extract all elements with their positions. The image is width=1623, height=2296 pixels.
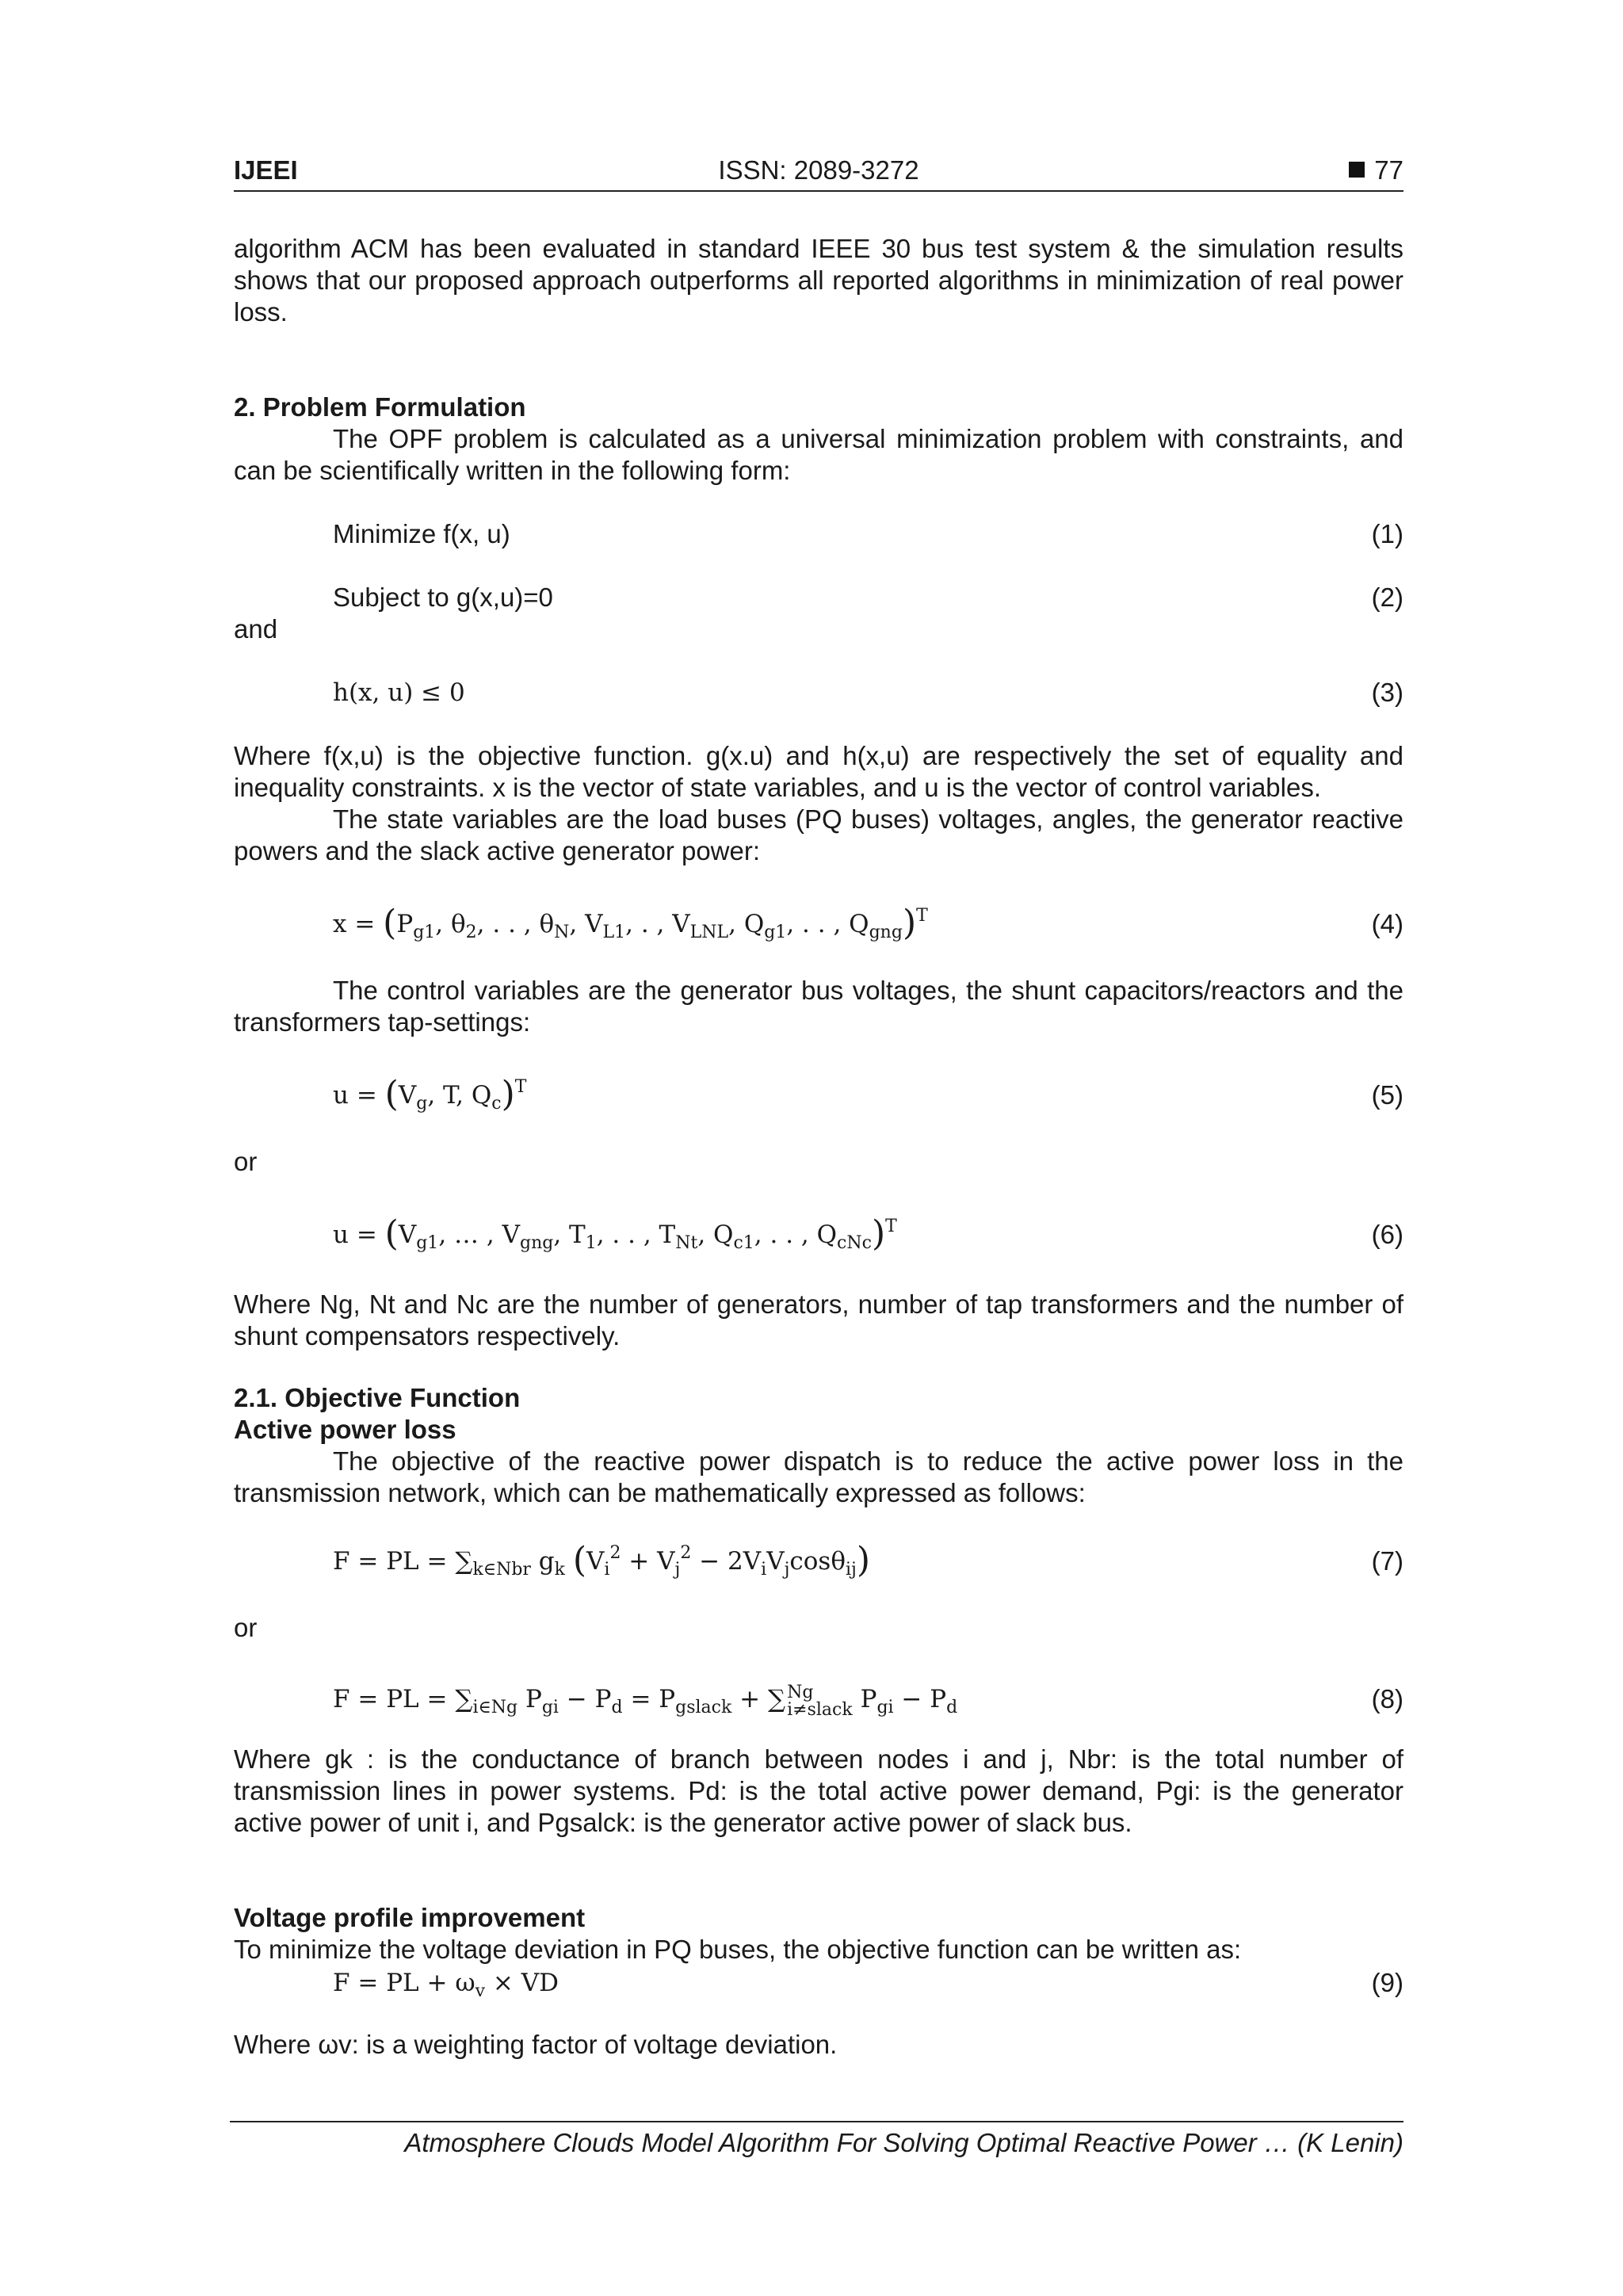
subsection-subtitle: Voltage profile improvement [234,1903,586,1932]
section21-paragraph-2: Where gk : is the conductance of branch between nodes i and j, Nbr: is the total number of transmission lines in power systems. Pd: is the total active power demand, Pgi: is the generator active power of unit i, and Pgsalck: is the generator active power of slack bus. [234,1744,1403,1837]
issn: ISSN: 2089-3272 [718,155,919,185]
voltage-paragraph-2: Where ωv: is a weighting factor of voltage deviation. [234,2030,838,2059]
journal-name: IJEEI [234,155,298,185]
equation-4: $x = (P_{g1}$, $\theta_2$, . . , $\theta_N$, $V_{L1}$, . , $V_{LNL}$, $Q_{g1}$, . . , $Q_{gng})^T$ [333,903,928,943]
and-text: and [234,614,278,644]
section-title: 2. Problem Formulation [234,392,526,422]
section2-paragraph-2: Where f(x,u) is the objective function. g(x.u) and h(x,u) are respectively the set of equality and inequality constraints. x is the vector of state variables, and u is the vector of control variables. [234,741,1403,802]
square-bullet-icon [1349,162,1365,178]
equation-6-number: (6) [1371,1220,1403,1249]
page-number: 77 [1349,155,1403,185]
equation-8-number: (8) [1371,1684,1403,1713]
section2-paragraph-1: The OPF problem is calculated as a universal minimization problem with constraints, and can be scientifically written in the following form: [234,424,1403,485]
page-footer: Atmosphere Clouds Model Algorithm For Solving Optimal Reactive Power … (K Lenin) [404,2128,1403,2157]
or-text: or [234,1147,258,1176]
footer-divider [230,2121,1403,2122]
section2-paragraph-3: The state variables are the load buses (PQ buses) voltages, angles, the generator reactive powers and the slack active generator power: [234,804,1403,865]
equation-9-number: (9) [1371,1968,1403,1997]
equation-1: Minimize f(x, u) [333,519,510,548]
or-text: or [234,1613,258,1642]
section2-paragraph-5: Where Ng, Nt and Nc are the number of generators, number of tap transformers and the number of shunt compensators respectively. [234,1289,1403,1350]
equation-5-number: (5) [1371,1080,1403,1110]
intro-paragraph: algorithm ACM has been evaluated in standard IEEE 30 bus test system & the simulation results shows that our proposed approach outperforms all reported algorithms in minimization of real power loss. [234,234,1403,327]
section2-paragraph-4: The control variables are the generator bus voltages, the shunt capacitors/reactors and the transformers tap-settings: [234,976,1403,1037]
equation-2: Subject to g(x,u)=0 [333,583,553,612]
equation-6: $u = (V_{g1}$, … , $V_{gng}$, $T_1$, . . , $T_{Nt}$, $Q_{c1}$, . . , $Q_{cNc})^T$ [333,1213,897,1254]
equation-9: F = PL + $\omega_v$ × VD [333,1969,559,2001]
page-header [234,155,1403,192]
equation-7: F = PL = $\sum_{k\in Nbr}$ $g_k$ $(V_i^2 + V_j^2 - 2V_iV_j\cos\theta_{ij})$ [333,1540,871,1580]
equation-5: $u = (V_g$, T, $Q_c)^T$ [333,1074,527,1114]
subsection-subtitle: Active power loss [234,1415,456,1444]
equation-3: h(x, u) ≤ 0 [333,678,465,707]
voltage-paragraph-1: To minimize the voltage deviation in PQ buses, the objective function can be written as: [234,1935,1242,1964]
equation-4-number: (4) [1371,909,1403,938]
subsection-title: 2.1. Objective Function [234,1383,521,1412]
equation-2-number: (2) [1371,583,1403,612]
section21-paragraph-1: The objective of the reactive power dispatch is to reduce the active power loss in the transmission network, which can be mathematically expressed as follows: [234,1446,1403,1507]
equation-8: F = PL = $\sum_{i\in Ng}$ $P_{gi} - P_d = P_{gslack}$ + ∑ Ng i≠slack $P_{gi} - P_d$ [333,1683,958,1720]
equation-7-number: (7) [1371,1546,1403,1576]
equation-3-number: (3) [1371,678,1403,707]
equation-1-number: (1) [1371,519,1403,548]
